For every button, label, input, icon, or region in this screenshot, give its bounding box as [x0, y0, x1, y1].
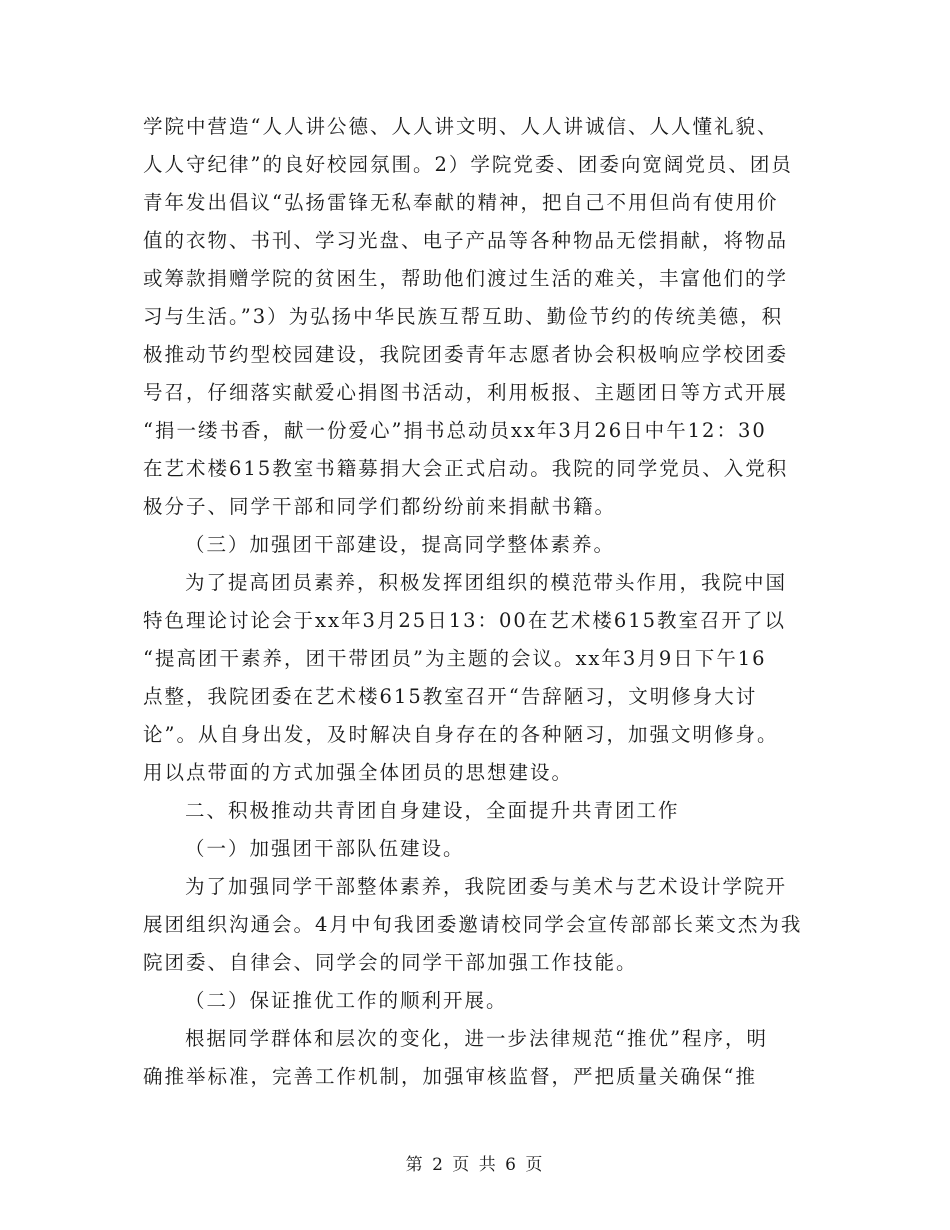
body-text [143, 108, 808, 1096]
section-heading: （二）保证推优工作的顺利开展。 [185, 989, 508, 1012]
text-line: 确推举标准，完善工作机制，加强审核监督，严把质量关确保“推 [143, 1065, 757, 1088]
section-heading: 二、积极推动共青团自身建设，全面提升共青团工作 [185, 799, 680, 822]
text-line: 学院中营造“人人讲公德、人人讲文明、人人讲诚信、人人懂礼貌、 [143, 115, 779, 138]
text-line: 习与生活。”3）为弘扬中华民族互帮互助、勤俭节约的传统美德，积 [143, 305, 784, 328]
text-line: 论”。从自身出发，及时解决自身存在的各种陋习，加强文明修身。 [143, 723, 779, 746]
text-line: 青年发出倡议“弘扬雷锋无私奉献的精神，把自己不用但尚有使用价 [143, 191, 779, 214]
text-line: “捐一缕书香，献一份爱心”捐书总动员xx年3月26日中午12：30 [143, 419, 767, 442]
section-heading: （三）加强团干部建设，提高同学整体素养。 [185, 533, 616, 556]
text-line: 极推动节约型校园建设，我院团委青年志愿者协会积极响应学校团委 [143, 343, 789, 366]
text-line: 点整，我院团委在艺术楼615教室召开“告辞陋习，文明修身大讨 [143, 685, 758, 708]
text-line: 展团组织沟通会。4月中旬我团委邀请校同学会宣传部部长莱文杰为我 [143, 913, 803, 936]
text-line: 或筹款捐赠学院的贫困生，帮助他们渡过生活的难关，丰富他们的学 [143, 267, 789, 290]
text-line: 根据同学群体和层次的变化，进一步法律规范“推优”程序，明 [185, 1027, 768, 1050]
section-heading: （一）加强团干部队伍建设。 [185, 837, 465, 860]
text-line: “提高团干素养，团干带团员”为主题的会议。xx年3月9日下午16 [143, 647, 767, 670]
text-line: 院团委、自律会、同学会的同学干部加强工作技能。 [143, 951, 638, 974]
text-line: 为了加强同学干部整体素养，我院团委与美术与艺术设计学院开 [185, 875, 788, 898]
text-line: 特色理论讨论会于xx年3月25日13：00在艺术楼615教室召开了以 [143, 609, 787, 632]
page-footer: 第 2 页 共 6 页 [405, 1155, 545, 1175]
text-line: 用以点带面的方式加强全体团员的思想建设。 [143, 761, 574, 784]
text-line: 号召，仔细落实献爱心捐图书活动，利用板报、主题团日等方式开展 [143, 381, 789, 404]
text-line: 值的衣物、书刊、学习光盘、电子产品等各种物品无偿捐献，将物品 [143, 229, 789, 252]
text-line: 为了提高团员素养，积极发挥团组织的模范带头作用，我院中国 [185, 571, 788, 594]
text-line: 极分子、同学干部和同学们都纷纷前来捐献书籍。 [143, 495, 617, 518]
text-line: 在艺术楼615教室书籍募捐大会正式启动。我院的同学党员、入党积 [143, 457, 789, 480]
text-line: 人人守纪律”的良好校园氛围。2）学院党委、团委向宽阔党员、团员 [143, 153, 793, 176]
